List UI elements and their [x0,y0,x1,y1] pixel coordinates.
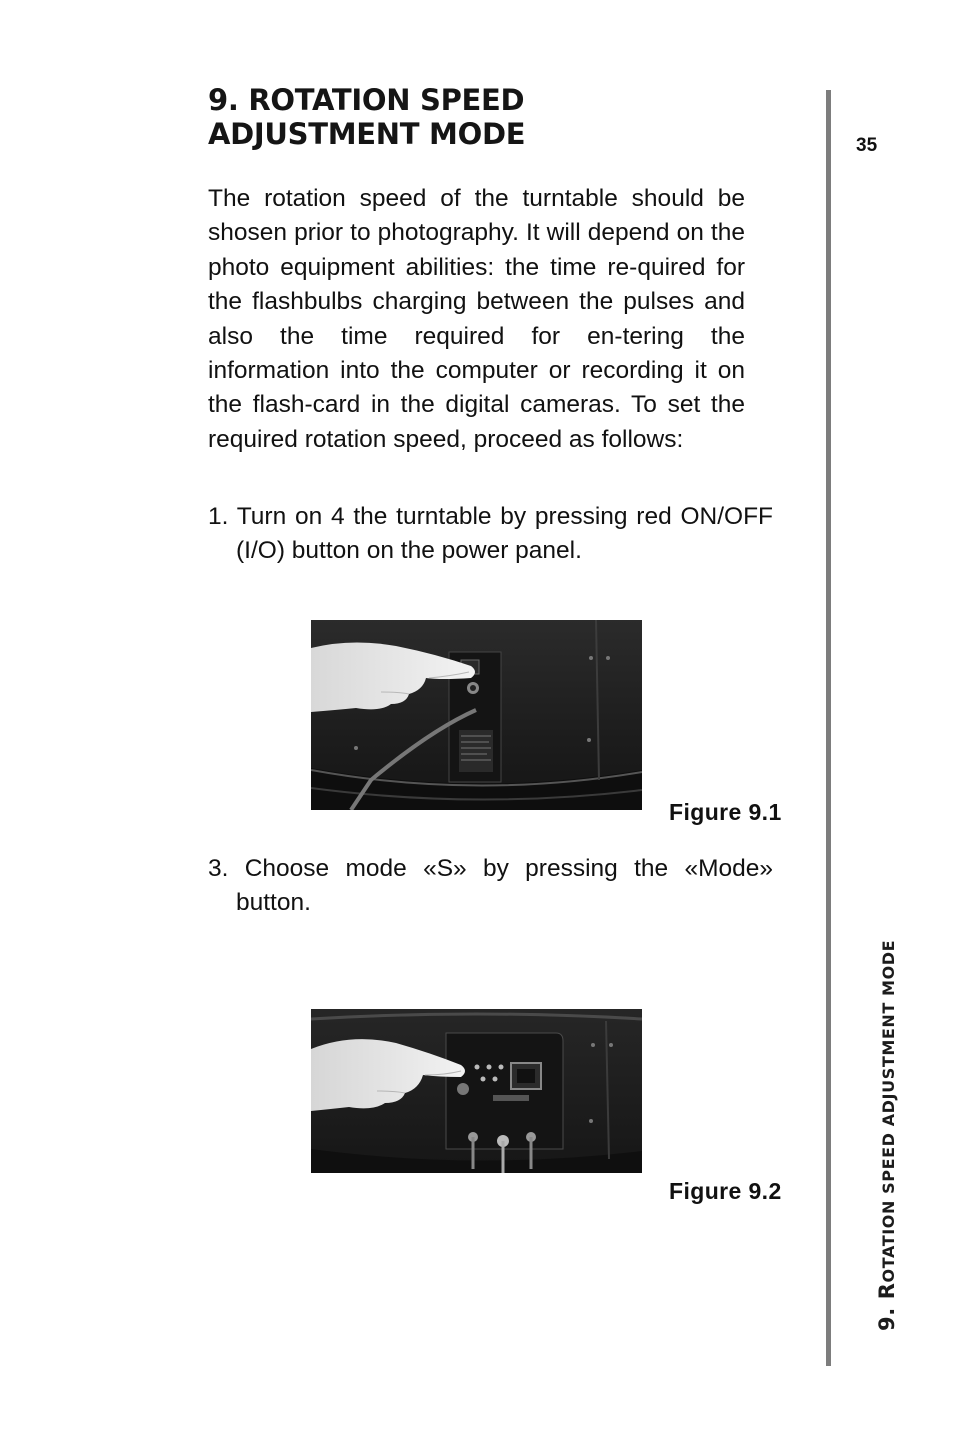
figure-9-1-photo [311,620,642,810]
turntable-control-panel-photo [311,1009,642,1173]
section-heading [208,83,768,151]
page-number: 35 [856,135,878,156]
running-head-rest: OTATION SPEED ADJUSTMENT MODE [879,939,898,1283]
figure-9-1-caption: Figure 9.1 [669,799,782,825]
margin-rule [826,90,831,1366]
step-1-instruction: 1. Turn on 4 the turntable by pressing red ON/OFF (I/O) button on the power panel. [208,503,773,565]
running-head [876,940,900,1331]
turntable-power-panel-photo [311,620,642,810]
running-head-lead: 9. R [875,1282,899,1331]
section-heading-line-2: ADJUSTMENT MODE [208,117,526,151]
intro-paragraph: The rotation speed of the turntable should be shosen prior to photography. It will depend on the photo equipment abilities: the time re-quired for the flashbulbs charging between the pulses and also the time required for en-tering the information into the computer or recording it on the flash-card in the digital cameras. To set the required rotation speed, proceed as follows: [208,185,745,453]
section-heading-line-1: 9. ROTATION SPEED [208,83,525,117]
step-3-instruction: 3. Choose mode «S» by pressing the «Mode» button. [208,855,773,917]
figure-9-2-photo [311,1009,642,1173]
figure-9-2-caption: Figure 9.2 [669,1178,782,1204]
